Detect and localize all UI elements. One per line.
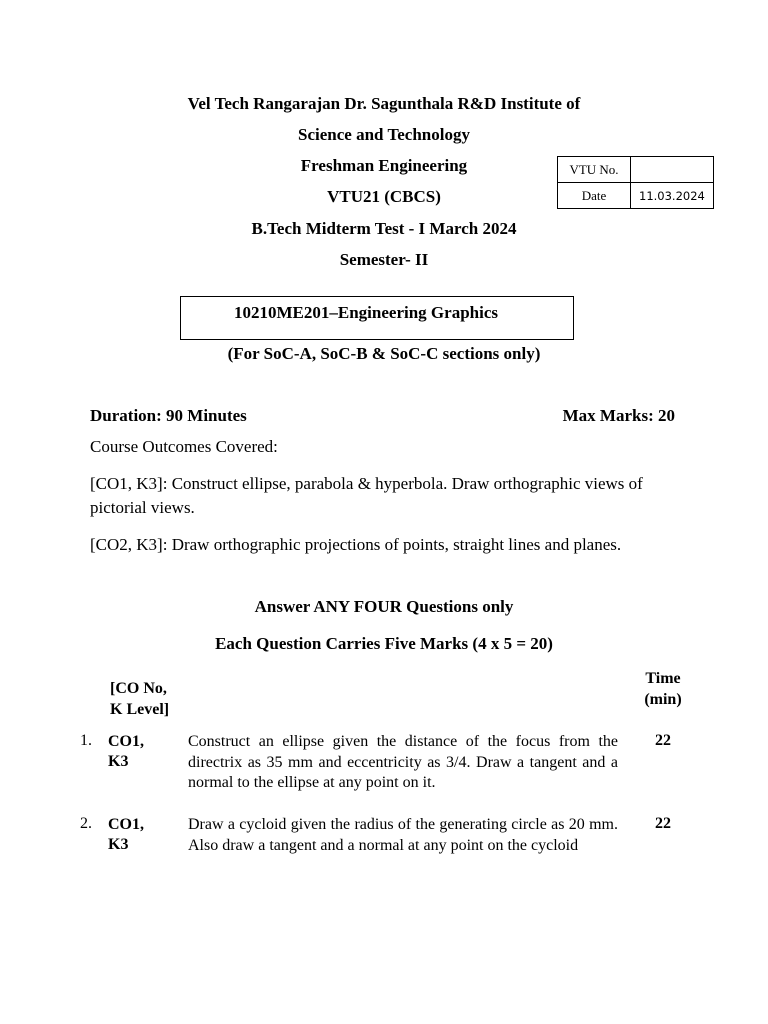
semester: Semester- II [339, 250, 429, 269]
question-time: 22 [655, 732, 671, 749]
instruction-marks: Each Question Carries Five Marks (4 x 5 = 20) [215, 634, 553, 653]
instruction-answer-any-four: Answer ANY FOUR Questions only [254, 597, 514, 616]
question-co [108, 815, 144, 855]
date-value: 11.03.2024 [639, 188, 705, 203]
course-sections: (For SoC-A, SoC-B & SoC-C sections only) [227, 344, 541, 363]
question-time: 22 [655, 815, 671, 832]
time-column-header [634, 668, 692, 710]
regulation: VTU21 (CBCS) [327, 187, 441, 206]
vtu-value-field [631, 157, 713, 182]
vtu-row [558, 157, 713, 182]
question-co [108, 732, 144, 772]
vtu-label: VTU No. [558, 157, 631, 182]
co2-description: [CO2, K3]: Draw orthographic projections of points, straight lines and planes. [90, 535, 622, 554]
question-co-line1: CO1, [108, 816, 144, 833]
course-title-box [180, 296, 574, 340]
question-number: 1. [80, 732, 92, 749]
institute-name-line1: Vel Tech Rangarajan Dr. Sagunthala R&D Institute of [187, 94, 581, 113]
question-co-line2: K3 [108, 753, 129, 770]
date-row [558, 182, 713, 208]
date-label: Date [558, 183, 631, 208]
question-co-line2: K3 [108, 836, 129, 853]
co-header-line2: K Level] [110, 701, 170, 718]
question-text: Draw a cycloid given the radius of the generating circle as 20 mm. Also draw a tangent and a normal at any point on the cycloid [188, 816, 618, 854]
question-co-line1: CO1, [108, 733, 144, 750]
co1-description-line1: [CO1, K3]: Construct ellipse, parabola & hyperbola. Draw orthographic views of [90, 474, 643, 493]
co-header-line1: [CO No, [110, 680, 167, 697]
vtu-date-table [557, 156, 714, 209]
time-header-line1: Time [645, 670, 681, 687]
co-column-header [110, 678, 169, 720]
time-header-line2: (min) [644, 691, 682, 708]
course-title: 10210ME201–Engineering Graphics [234, 303, 498, 322]
exam-title: B.Tech Midterm Test - I March 2024 [251, 219, 517, 238]
duration: Duration: 90 Minutes [90, 406, 247, 425]
max-marks: Max Marks: 20 [562, 406, 675, 425]
co1-description-line2: pictorial views. [90, 498, 195, 517]
question-number: 2. [80, 815, 92, 832]
department: Freshman Engineering [300, 156, 468, 175]
institute-name-line2: Science and Technology [298, 125, 470, 144]
outcomes-heading: Course Outcomes Covered: [90, 437, 278, 456]
question-text: Construct an ellipse given the distance of the focus from the directrix as 35 mm and eccentricity as 3/4. Draw a tangent and a normal to the ellipse at any point on it. [188, 733, 618, 791]
